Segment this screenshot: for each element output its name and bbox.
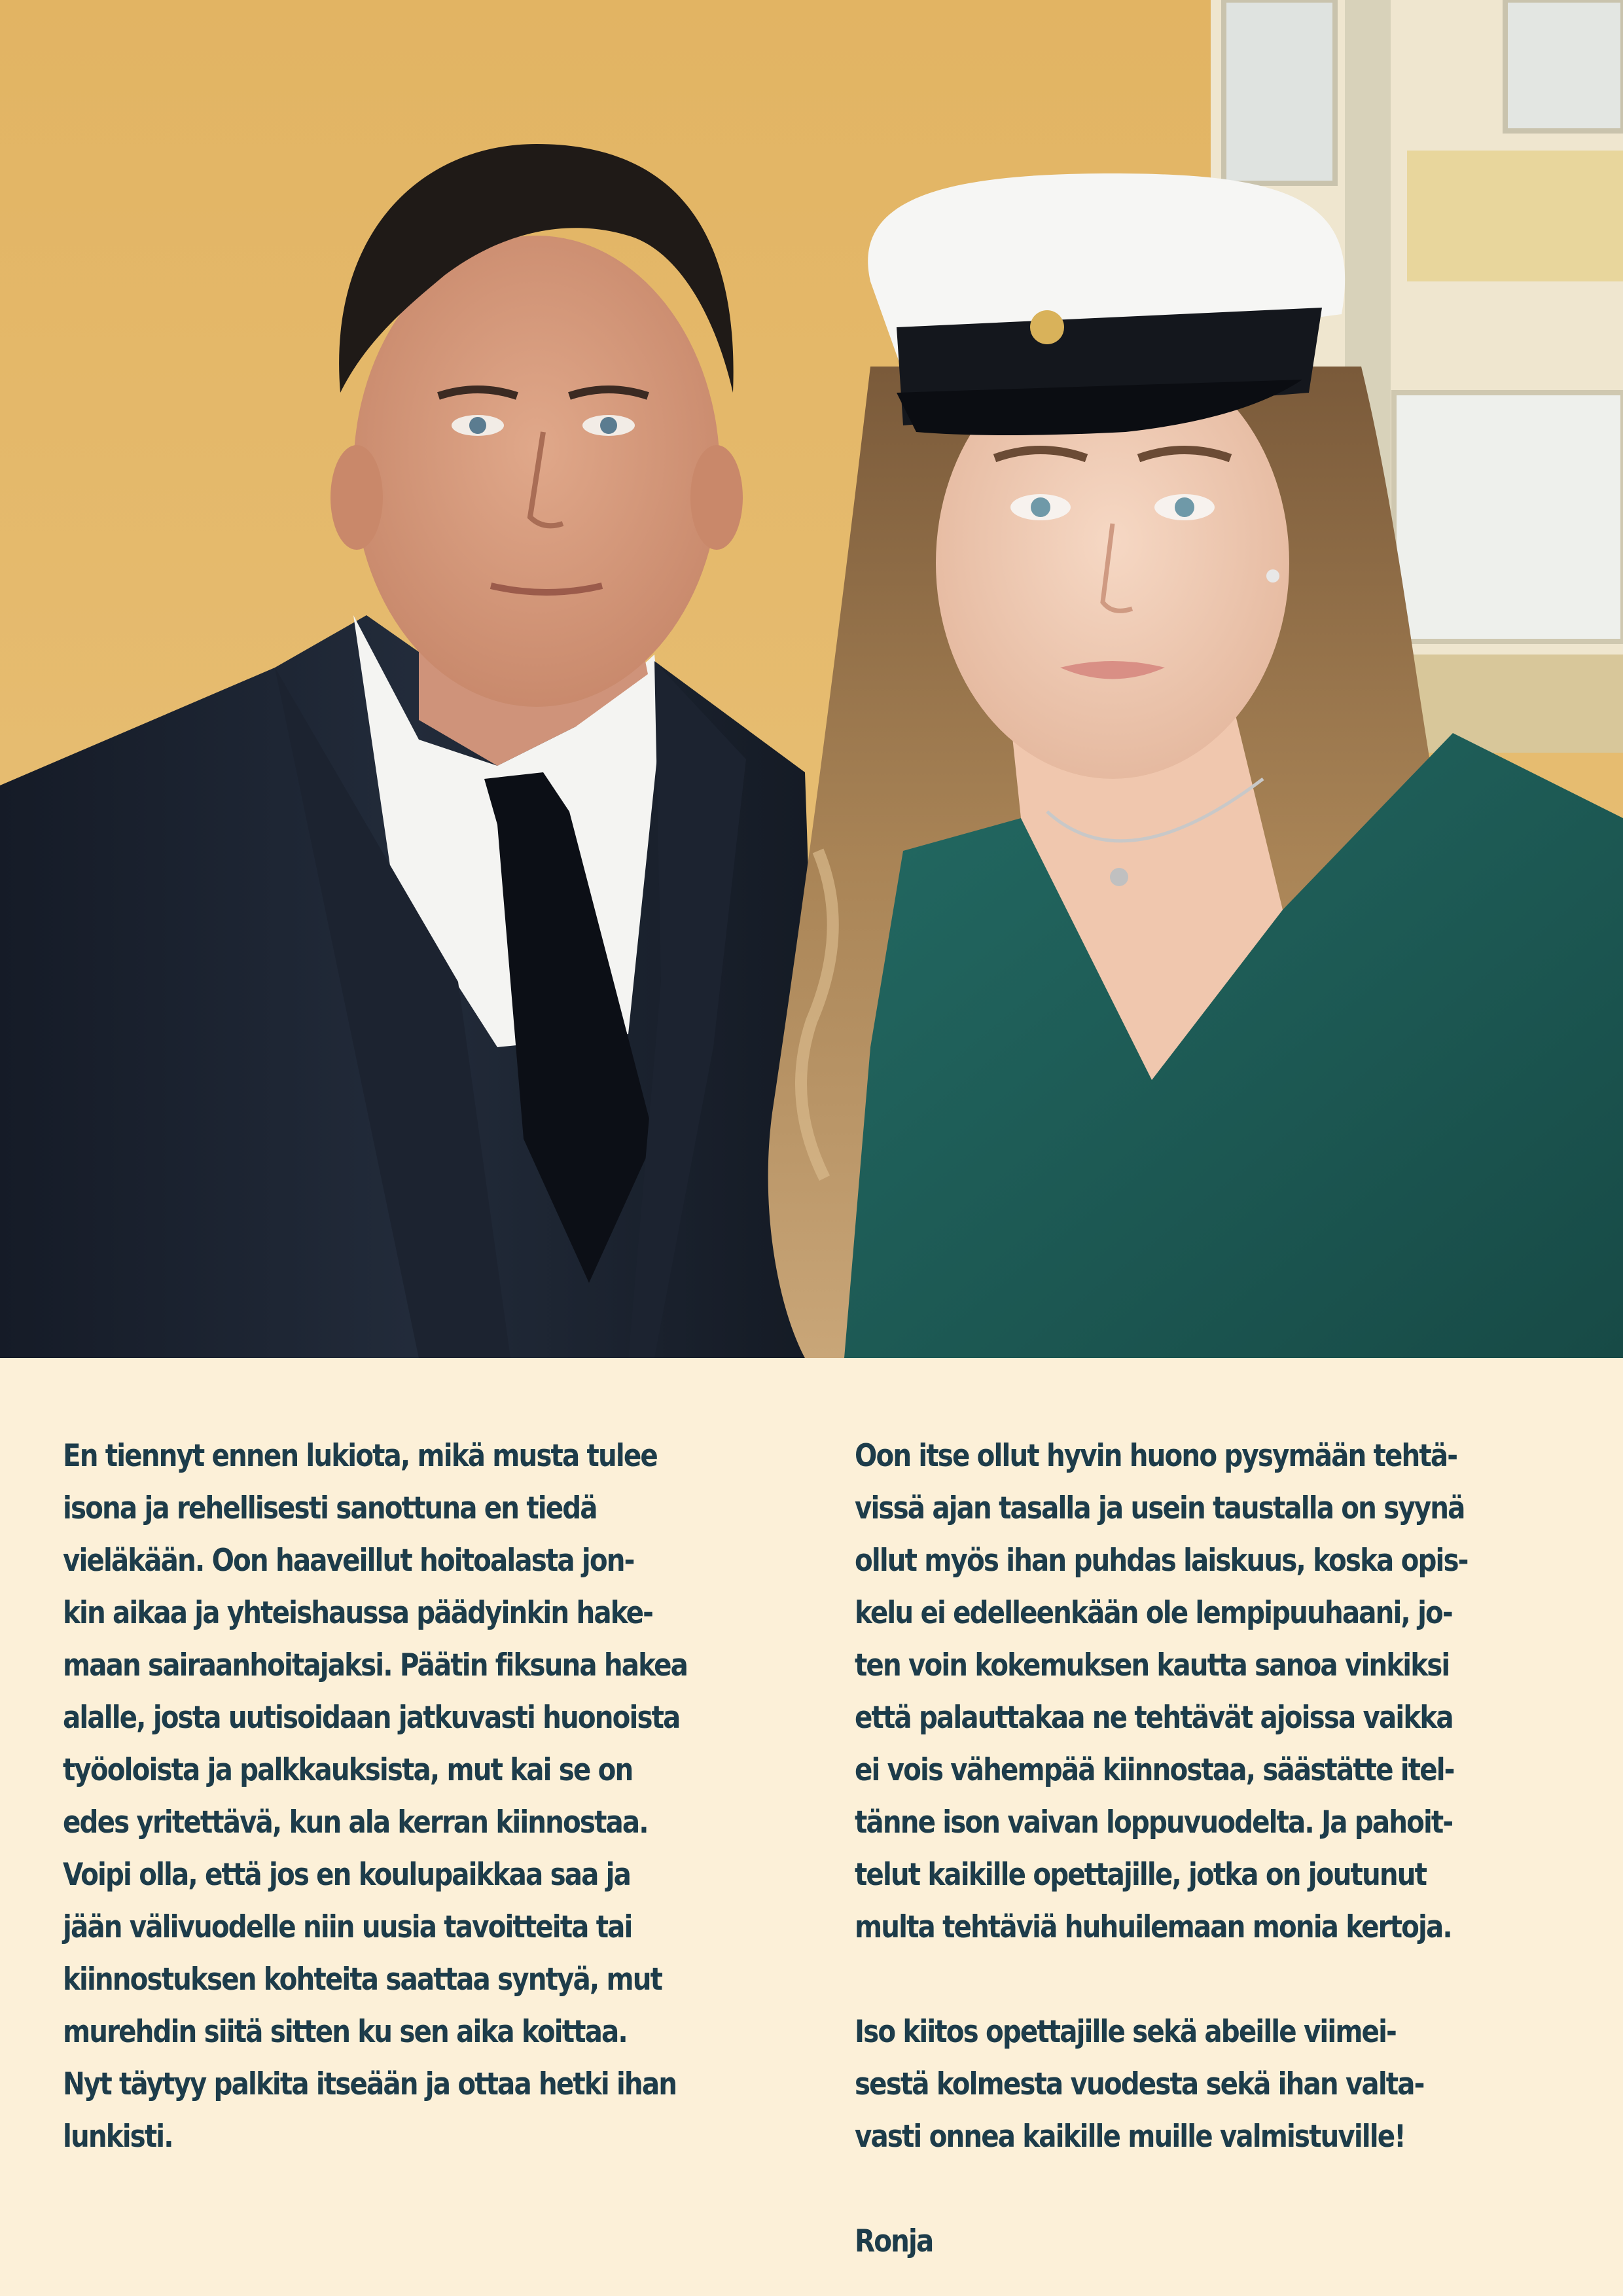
text-line: edes yritettävä, kun ala kerran kiinnostaa. (63, 1804, 648, 1840)
text-line: Nyt täytyy palkita itseään ja ottaa hetki ihan (63, 2066, 677, 2102)
left-column (63, 1430, 840, 2163)
text-line: lunkisti. (63, 2119, 173, 2155)
text-line: murehdin siitä sitten ku sen aika koittaa. (63, 2014, 627, 2050)
text-line: Voipi olla, että jos en koulupaikkaa saa ja (63, 1857, 631, 1893)
text-line: maan sairaanhoitajaksi. Päätin fiksuna hakea (63, 1647, 687, 1683)
text-line: telut kaikille opettajille, jotka on joutunut (855, 1857, 1427, 1893)
text-line: Oon itse ollut hyvin huono pysymään tehtä- (855, 1438, 1457, 1474)
text-line: En tiennyt ennen lukiota, mikä musta tulee (63, 1438, 657, 1474)
text-line: ollut myös ihan puhdas laiskuus, koska opis- (855, 1543, 1468, 1579)
text-line: alalle, josta uutisoidaan jatkuvasti huonoista (63, 1700, 680, 1736)
text-line: ei vois vähempää kiinnostaa, säästätte itel- (855, 1752, 1454, 1788)
right-column (855, 1430, 1564, 2268)
text-line: ten voin kokemuksen kautta sanoa vinkiksi (855, 1647, 1450, 1683)
text-line: että palauttakaa ne tehtävät ajoissa vaikka (855, 1700, 1453, 1736)
text-line: vissä ajan tasalla ja usein taustalla on syynä (855, 1490, 1465, 1526)
text-line: kelu ei edelleenkään ole lempipuuhaani, jo- (855, 1595, 1452, 1631)
text-section (0, 1358, 1623, 2296)
text-line: sestä kolmesta vuodesta sekä ihan valta- (855, 2066, 1424, 2102)
text-line: tänne ison vaivan loppuvuodelta. Ja pahoit- (855, 1804, 1453, 1840)
paragraph-gap (855, 2163, 1564, 2215)
text-line: työoloista ja palkkauksista, mut kai se on (63, 1752, 633, 1788)
text-line: multa tehtäviä huhuilemaan monia kertoja. (855, 1909, 1452, 1945)
text-line: kiinnostuksen kohteita saattaa syntyä, mut (63, 1962, 662, 1998)
paragraph-gap (855, 1954, 1564, 2006)
text-line: isona ja rehellisesti sanottuna en tiedä (63, 1490, 597, 1526)
text-line: vasti onnea kaikille muille valmistuville! (855, 2119, 1405, 2155)
cap-emblem-icon (1030, 310, 1064, 344)
signature: Ronja (855, 2223, 933, 2259)
text-line: vieläkään. Oon haaveillut hoitoalasta jon- (63, 1543, 634, 1579)
text-line: Iso kiitos opettajille sekä abeille viimei- (855, 2014, 1396, 2050)
text-line: jään välivuodelle niin uusia tavoitteita tai (63, 1909, 632, 1945)
text-line: kin aikaa ja yhteishaussa päädyinkin hake- (63, 1595, 653, 1631)
